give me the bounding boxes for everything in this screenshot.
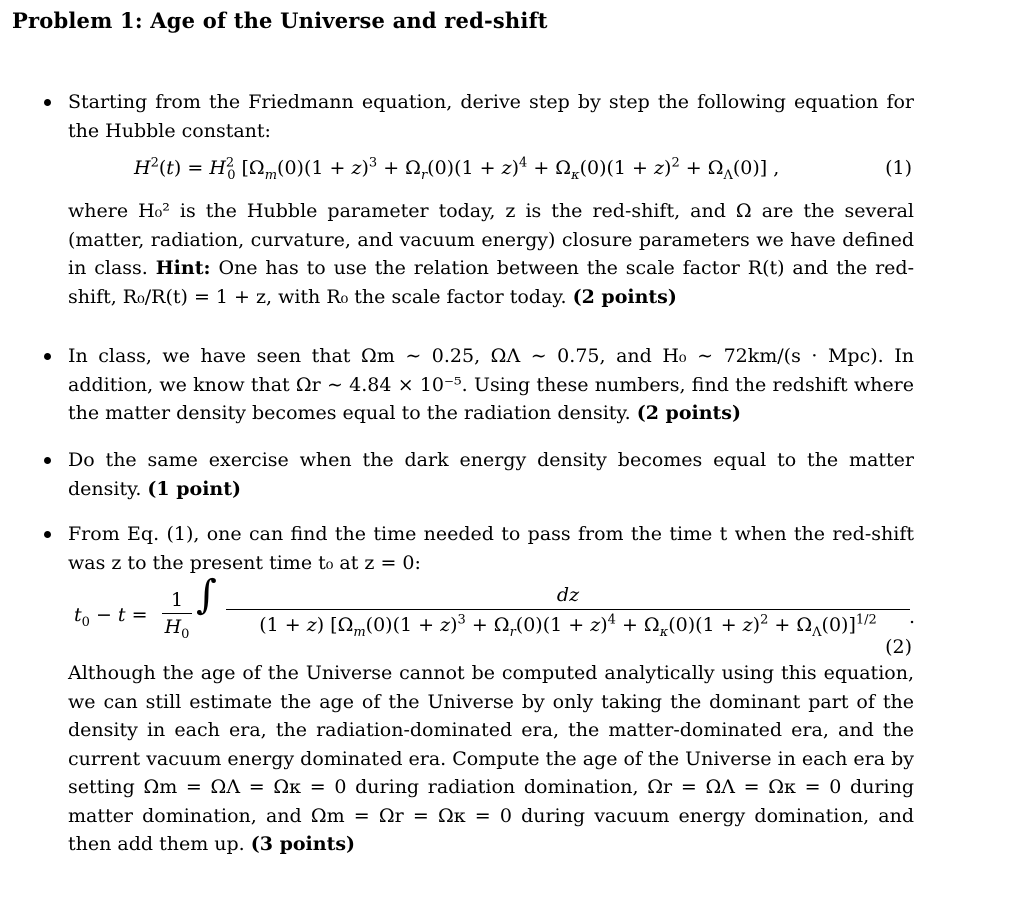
- item4-after: Although the age of the Universe cannot be computed analytically using this equation, we can still estimate the age of the Universe by only taking the dominant part of the density in each era, the radiation-dominated era, the matter-dominated era, and the current vacuum energy dominated era. Compute the age of the Universe in each era by setting Ωm = ΩΛ = Ωκ = 0 during radiation domination, Ωr = ΩΛ = Ωκ = 0 during matter domination, and Ωm = Ωr = Ωκ = 0 during vacuum energy domination, and then add them up.: [68, 662, 915, 855]
- list-item-dark-energy: [68, 446, 914, 503]
- item1-after: where H₀² is the Hubble parameter today, z is the red-shift, and Ω are the several (matter, radiation, curvature, and vacuum energy) closure parameters we have defined in class.: [68, 200, 914, 279]
- equation-2-number: (2): [885, 636, 912, 658]
- item1-points: (2 points): [572, 285, 677, 308]
- equation-1-number: (1): [885, 157, 912, 179]
- item3-body: [68, 446, 914, 503]
- bullet-icon: [44, 99, 51, 106]
- hint-text: One has to use the relation between the scale factor R(t) and the red-shift, R₀/R(t) = 1 + z, with R₀ the scale factor today.: [68, 257, 915, 308]
- item4-intro: From Eq. (1), one can find the time needed to pass from the time t when the red-shift was z to the present time t₀ at z = 0:: [68, 523, 914, 574]
- list-item-age: [68, 520, 914, 859]
- item3-text: Do the same exercise when the dark energy density becomes equal to the matter density.: [68, 449, 914, 500]
- bullet-icon: [44, 457, 51, 464]
- integral-sign: ∫: [196, 572, 217, 618]
- item4-body: [68, 659, 914, 859]
- equation-2-lhs: $t_0 - t$ =: [74, 604, 148, 630]
- item4-points: (3 points): [250, 833, 356, 855]
- hint-label: Hint:: [155, 257, 211, 279]
- equation-2-integrand: dz (1 + z) $[\Omega_m(0)(1 + z)^3 + \Omega_r(0)(1 + z)^4 + \Omega_\kappa(0)(1 + z)^2 + \Omega_\Lambda(0)]^{1/2}$: [226, 581, 910, 640]
- problem-title: Problem 1: Age of the Universe and red-shift: [12, 8, 548, 33]
- list-item-matter-radiation: [68, 342, 914, 428]
- item2-body: [68, 342, 914, 428]
- item1-body: [68, 197, 914, 311]
- list-item-friedmann: [68, 88, 914, 311]
- item2-text: In class, we have seen that Ωm ∼ 0.25, ΩΛ ∼ 0.75, and H₀ ∼ 72km/(s · Mpc). In addition, we know that Ωr ∼ 4.84 × 10⁻⁵. Using these numbers, find the redshift where the matter density becomes equal to the radiation density.: [68, 345, 914, 424]
- equation-2-prefactor: $\frac{1}{H_0}$: [162, 587, 192, 640]
- bullet-icon: [44, 353, 51, 360]
- equation-2: [68, 572, 916, 659]
- item3-points: (1 point): [147, 477, 241, 500]
- bullet-icon: [44, 531, 51, 538]
- equation-1-body: $H^2(t) = H^2_0$ $[\Omega_m(0)(1 + z)^3 + \Omega_r(0)(1 + z)^4 + \Omega_\kappa(0)(1 + z)^2 + \Omega_\Lambda(0)]$ ,: [134, 155, 780, 183]
- equation-2-period: .: [909, 606, 916, 628]
- equation-1: [68, 145, 914, 197]
- item2-points: (2 points): [636, 402, 741, 424]
- item1-intro: Starting from the Friedmann equation, derive step by step the following equation for the Hubble constant:: [68, 91, 914, 142]
